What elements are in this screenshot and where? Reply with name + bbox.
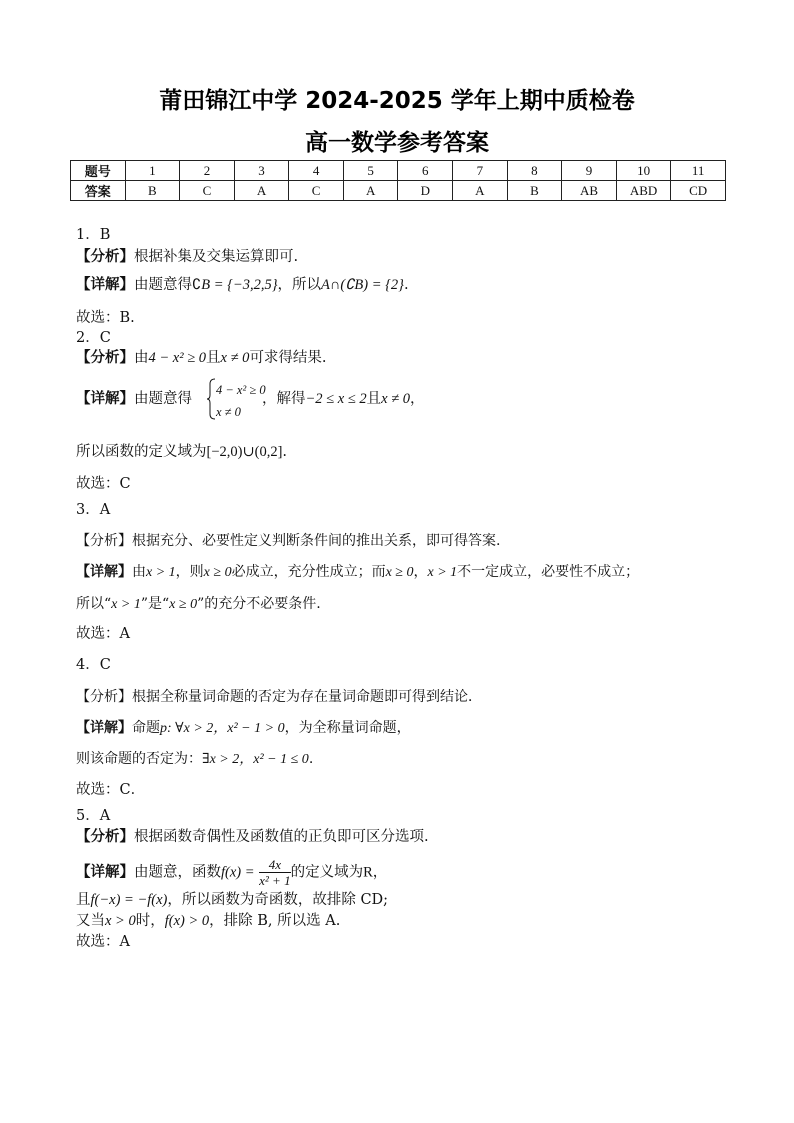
q4-negation	[76, 749, 313, 770]
math-condition: x > 1	[146, 565, 176, 580]
question-number: 5	[343, 161, 398, 181]
intersection-result: B) = {2}	[354, 277, 404, 293]
detail-text: ”的充分不必要条件.	[197, 596, 321, 612]
detail-text: 不一定成立，必要性不成立；	[457, 564, 640, 580]
q5-detail	[76, 857, 387, 888]
detail-tag: 【详解】	[76, 390, 134, 407]
detail-text: 所以函数的定义域为	[76, 444, 207, 460]
q4-analysis: 【分析】根据全称量词命题的否定为存在量词命题即可得到结论．	[76, 689, 482, 705]
detail-text: 时，	[135, 913, 165, 929]
detail-text: 命题	[132, 720, 160, 736]
q1-choice: 故选：B.	[76, 310, 135, 326]
detail-text: ，	[410, 391, 425, 407]
q2-domain	[76, 442, 287, 462]
math-condition: 4 − x² ≥ 0	[148, 350, 207, 366]
complement-symbol: ∁	[192, 277, 202, 293]
detail-tag: 【详解】	[76, 564, 132, 580]
table-row-numbers	[71, 161, 726, 181]
q5-odd	[76, 890, 388, 910]
detail-text: .	[403, 277, 409, 293]
math-condition: f(x) > 0	[164, 913, 210, 929]
intersection-expression: A∩(∁	[321, 277, 355, 293]
q3-analysis: 【分析】根据充分、必要性定义判断条件间的推出关系，即可得答案.	[76, 533, 501, 549]
math-condition: x > 1	[111, 597, 141, 612]
detail-text: .	[308, 751, 314, 767]
q5-number: 5．A	[76, 808, 111, 824]
detail-text: 由题意，函数	[134, 864, 221, 881]
detail-text: ，为全称量词命题，	[284, 720, 411, 736]
math-proposition: ∃x > 2，x² − 1 ≤ 0	[202, 752, 309, 767]
row-label-answer: 答案	[71, 181, 126, 201]
q2-analysis	[76, 348, 327, 368]
page-title: 莆田锦江中学 2024-2025 学年上期中质检卷	[159, 88, 635, 114]
row-label-number: 题号	[71, 161, 126, 181]
function-expression: f(x) =	[221, 864, 255, 881]
math-condition: x ≠ 0	[381, 391, 411, 407]
q5-choice: 故选：A	[76, 934, 130, 950]
detail-text: ，则	[175, 564, 204, 580]
question-number: 3	[234, 161, 289, 181]
question-number: 6	[398, 161, 453, 181]
detail-text: ，	[372, 864, 388, 881]
detail-text: 又当	[76, 913, 105, 929]
question-number: 2	[180, 161, 235, 181]
analysis-tag: 【分析】	[76, 828, 134, 845]
detail-text: .	[282, 444, 288, 460]
math-range: −2 ≤ x ≤ 2	[305, 391, 367, 407]
detail-text: ，	[413, 564, 428, 580]
q5-positive	[76, 911, 340, 931]
question-number: 7	[453, 161, 508, 181]
q1-analysis	[76, 247, 298, 267]
domain-interval: [−2,0)∪(0,2]	[206, 444, 283, 460]
table-row-answers	[71, 181, 726, 201]
q1-number: 1．B	[76, 227, 111, 243]
detail-text: 且	[76, 892, 91, 908]
q5-analysis	[76, 827, 429, 847]
q3-detail	[76, 562, 639, 583]
detail-tag: 【详解】	[76, 276, 134, 293]
detail-text: 由题意得	[134, 391, 192, 407]
detail-text: ，所以函数为奇函数，故排除 CD;	[167, 892, 389, 908]
question-number: 4	[289, 161, 344, 181]
detail-text: ，所以	[277, 277, 322, 293]
q4-choice: 故选：C．	[76, 782, 146, 798]
fraction-numerator: 4x	[259, 857, 290, 873]
answer-cell: B	[125, 181, 180, 201]
answer-cell: B	[507, 181, 562, 201]
q2-choice: 故选：C	[76, 476, 131, 492]
question-number: 10	[616, 161, 671, 181]
analysis-text: 根据补集及交集运算即可.	[134, 249, 299, 265]
q1-detail	[76, 275, 409, 295]
math-condition: x ≥ 0	[203, 565, 232, 580]
math-condition: x ≥ 0	[385, 565, 414, 580]
system-line-1: 4 − x² ≥ 0	[216, 383, 266, 397]
analysis-text: 根据函数奇偶性及函数值的正负即可区分选项.	[134, 829, 429, 845]
answer-cell: C	[289, 181, 344, 201]
math-condition: x > 0	[105, 913, 136, 929]
detail-tag: 【详解】	[76, 863, 134, 881]
math-expression: f(−x) = −f(x)	[90, 892, 168, 908]
math-condition: x > 1	[427, 565, 458, 580]
answer-cell: C	[180, 181, 235, 201]
detail-tag: 【详解】	[76, 720, 132, 736]
detail-text: 由题意得	[134, 277, 192, 293]
detail-text: 则该命题的否定为：	[76, 751, 202, 767]
detail-text: ，解得	[262, 391, 306, 407]
detail-text: 的定义域为	[290, 864, 364, 881]
question-number: 1	[125, 161, 180, 181]
detail-text: 由	[132, 564, 146, 580]
set-expression: B = {−3,2,5}	[201, 277, 278, 293]
analysis-text: 且	[206, 350, 221, 366]
q4-number: 4．C	[76, 657, 111, 673]
question-number: 8	[507, 161, 562, 181]
system-line-2: x ≠ 0	[216, 405, 241, 419]
q2-number: 2．C	[76, 330, 111, 346]
answer-cell: A	[453, 181, 508, 201]
answer-cell: AB	[562, 181, 617, 201]
answer-cell: ABD	[616, 181, 671, 201]
page-subtitle: 高一数学参考答案	[305, 130, 489, 156]
q3-conclusion	[76, 594, 321, 615]
q4-detail	[76, 718, 411, 739]
detail-text: 且	[366, 391, 382, 407]
analysis-text: 可求得结果.	[249, 350, 327, 366]
real-set-symbol: R	[363, 864, 373, 881]
fraction-denominator: x² + 1	[259, 873, 291, 888]
question-number: 11	[671, 161, 726, 181]
question-number: 9	[562, 161, 617, 181]
q3-choice: 故选：A	[76, 626, 130, 642]
math-condition: x ≥ 0	[169, 597, 198, 612]
detail-text: ，排除 B, 所以选 A.	[209, 913, 341, 929]
brace-icon	[206, 378, 216, 420]
detail-text: ”是“	[140, 596, 170, 612]
analysis-text: 由	[134, 350, 149, 366]
fraction	[259, 857, 290, 888]
answer-cell: A	[234, 181, 289, 201]
detail-text: 必成立，充分性成立；而	[231, 564, 386, 580]
math-proposition: p: ∀x > 2，x² − 1 > 0	[160, 721, 285, 736]
answer-cell: A	[343, 181, 398, 201]
detail-text: 所以“	[76, 596, 112, 612]
analysis-tag: 【分析】	[76, 248, 134, 265]
math-condition: x ≠ 0	[220, 350, 250, 366]
answer-table	[70, 160, 726, 201]
answer-cell: CD	[671, 181, 726, 201]
answer-cell: D	[398, 181, 453, 201]
analysis-tag: 【分析】	[76, 349, 134, 366]
q3-number: 3．A	[76, 502, 111, 518]
